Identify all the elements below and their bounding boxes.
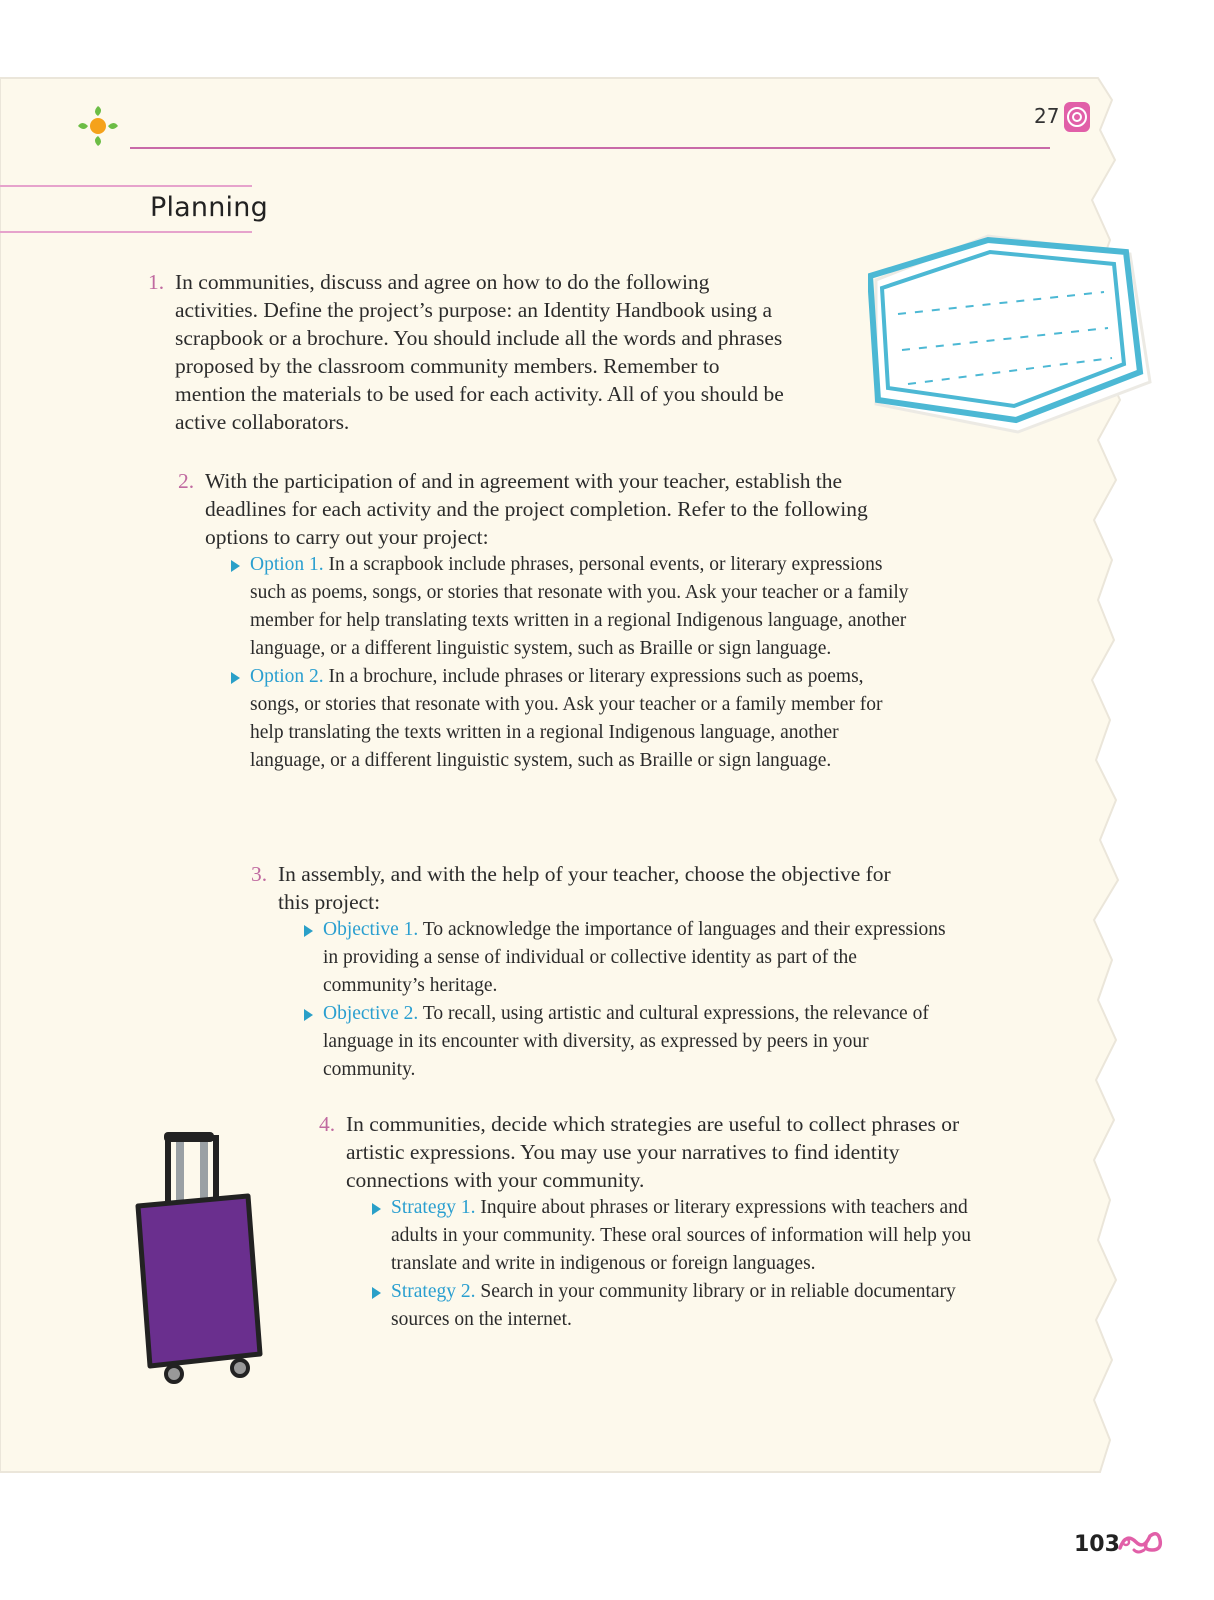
- option-item: [205, 663, 910, 775]
- flower-logo-icon: [72, 100, 124, 152]
- hexagon-note-illustration: [868, 232, 1168, 444]
- title-rule-bottom: [0, 231, 252, 233]
- strategy-item: [346, 1194, 1001, 1278]
- objective-item: [278, 916, 948, 1000]
- option-item: [205, 551, 910, 663]
- bullet-triangle-icon: [372, 1203, 381, 1215]
- suitcase-illustration: [130, 1130, 280, 1400]
- step-4: [319, 1110, 1019, 1334]
- step-number: 3.: [251, 862, 268, 886]
- step-1: [148, 268, 788, 436]
- bullet-triangle-icon: [372, 1287, 381, 1299]
- strategy-text: Search in your community library or in reliable documentary sources on the internet.: [391, 1281, 956, 1330]
- option-label: Option 2.: [250, 666, 324, 687]
- bullet-triangle-icon: [231, 672, 240, 684]
- step-text: In assembly, and with the help of your teacher, choose the objective for this project:: [278, 862, 891, 914]
- step-number: 1.: [148, 270, 165, 294]
- spiral-ornament-icon: [1062, 100, 1092, 134]
- step-3: [251, 860, 951, 1084]
- strategy-label: Strategy 1.: [391, 1197, 476, 1218]
- strategy-item: [346, 1278, 1001, 1334]
- objective-label: Objective 2.: [323, 1003, 419, 1024]
- page-number: 103: [1074, 1532, 1120, 1557]
- objective-text: To recall, using artistic and cultural expressions, the relevance of language in its encounter with diversity, as expressed by peers in your community.: [323, 1003, 929, 1080]
- step-2: [178, 467, 909, 775]
- objective-item: [278, 1000, 948, 1084]
- bullet-triangle-icon: [231, 560, 240, 572]
- title-rule-top: [0, 185, 252, 187]
- strategy-text: Inquire about phrases or literary expressions with teachers and adults in your community. These oral sources of information will help you translate and write in indigenous or foreign languages.: [391, 1197, 972, 1274]
- step-text: With the participation of and in agreement with your teacher, establish the deadlines for each activity and the project completion. Refer to the following options to carry out your project:: [205, 469, 868, 549]
- step-number: 2.: [178, 469, 195, 493]
- objective-label: Objective 1.: [323, 919, 419, 940]
- option-label: Option 1.: [250, 554, 324, 575]
- strategy-label: Strategy 2.: [391, 1281, 476, 1302]
- chapter-number: 27: [1034, 104, 1060, 128]
- step-text: In communities, decide which strategies are useful to collect phrases or artistic expressions. You may use your narratives to find identity connections with your community.: [346, 1112, 960, 1192]
- bullet-triangle-icon: [304, 925, 313, 937]
- objective-text: To acknowledge the importance of languages and their expressions in providing a sense of individual or collective identity as part of the community’s heritage.: [323, 919, 946, 996]
- bullet-triangle-icon: [304, 1009, 313, 1021]
- ornament-icon: [1116, 1528, 1164, 1558]
- header-rule: [130, 147, 1050, 149]
- option-text: In a scrapbook include phrases, personal events, or literary expressions such as poems, songs, or stories that resonate with you. Ask your teacher or a family member for help translating texts written in a regional Indigenous language, another language, or a different linguistic system, such as Braille or sign language.: [250, 554, 909, 659]
- section-title: Planning: [150, 192, 268, 223]
- step-number: 4.: [319, 1112, 336, 1136]
- option-text: In a brochure, include phrases or literary expressions such as poems, songs, or stories that resonate with you. Ask your teacher or a family member for help translating the texts written in a regional Indigenous language, another language, or a different linguistic system, such as Braille or sign language.: [250, 666, 883, 771]
- step-text: In communities, discuss and agree on how to do the following activities. Define the project’s purpose: an Identity Handbook using a scrapbook or a brochure. You should include all the words and phrases proposed by the classroom community members. Remember to mention the materials to be used for each activity. All of you should be active collaborators.: [175, 270, 784, 434]
